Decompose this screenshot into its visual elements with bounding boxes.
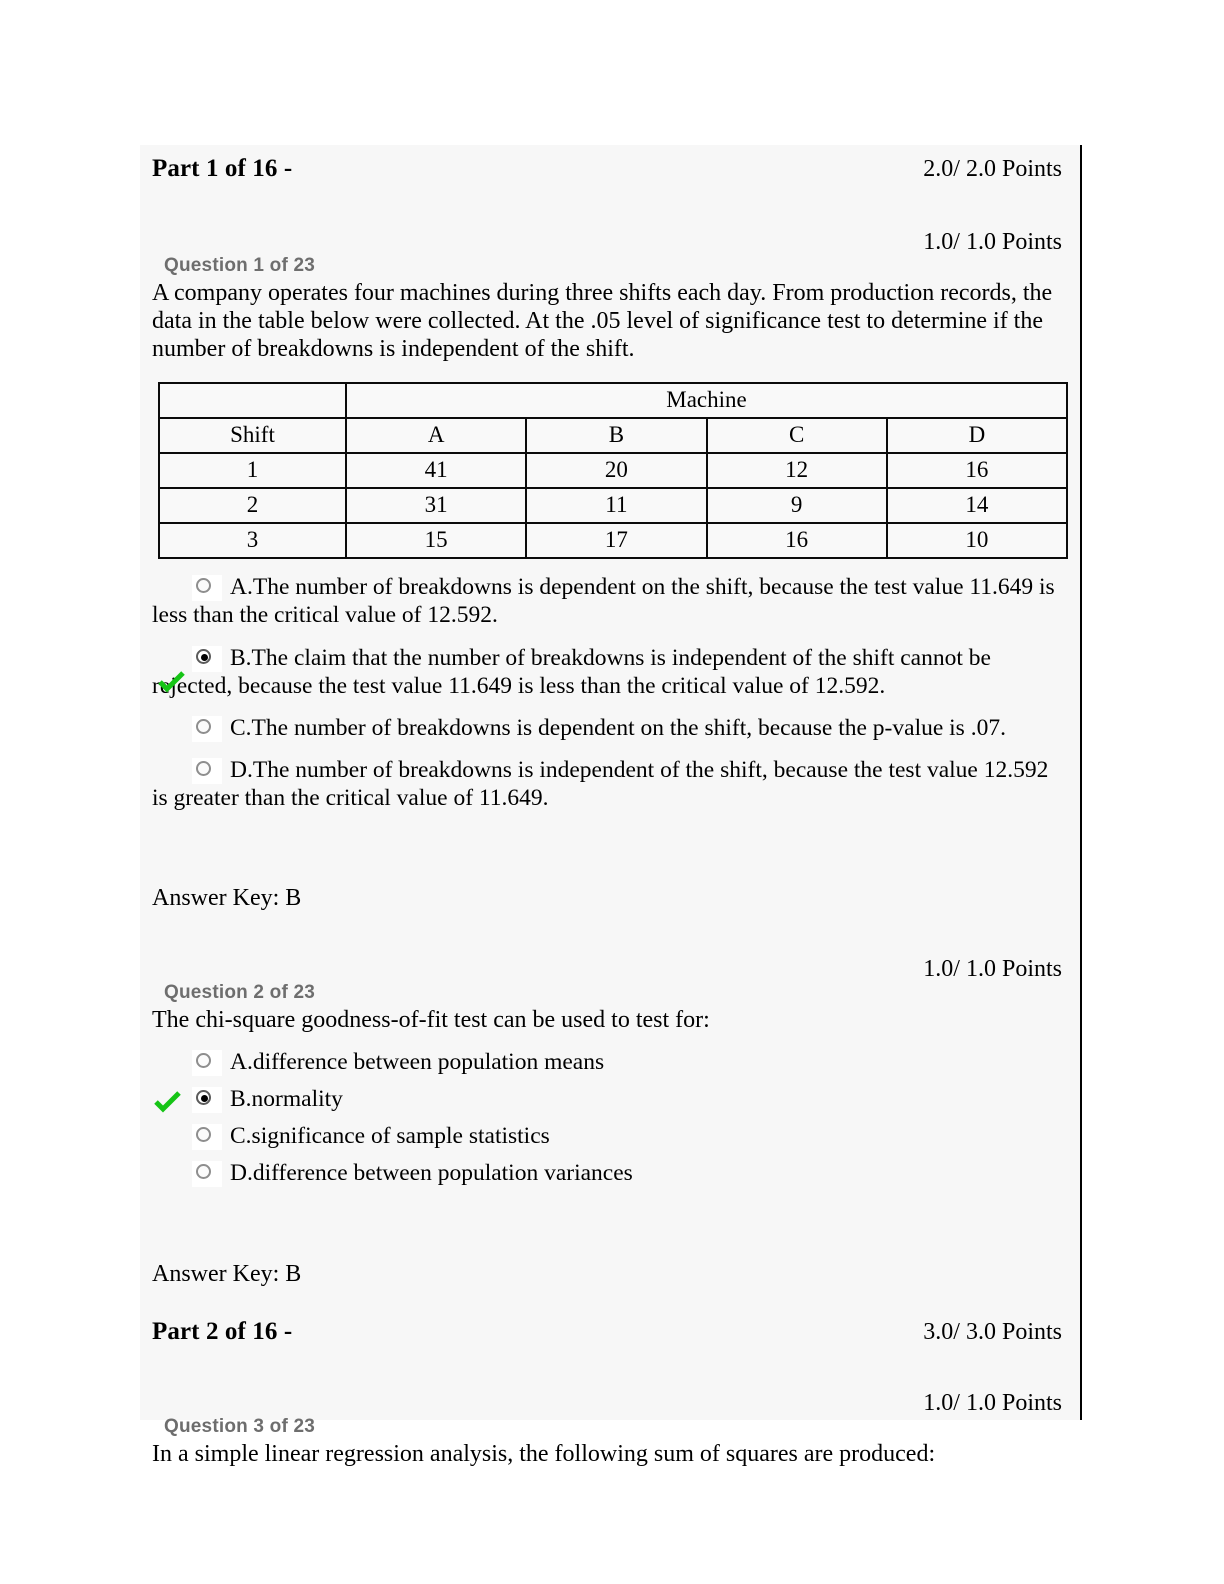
table-corner-cell xyxy=(159,383,346,418)
option-row-d[interactable] xyxy=(152,756,1062,812)
question-3-points: 1.0/ 1.0 Points xyxy=(923,1390,1062,1417)
question-2-options xyxy=(152,1048,1062,1188)
option-row-c[interactable] xyxy=(152,1122,1062,1150)
table-cell-d: 10 xyxy=(887,523,1067,558)
table-cell-d: 14 xyxy=(887,488,1067,523)
table-cell-a: 15 xyxy=(346,523,526,558)
part-points: 3.0/ 3.0 Points xyxy=(923,1319,1062,1346)
question-1-header xyxy=(152,231,1062,277)
radio-option-b[interactable] xyxy=(192,1087,222,1113)
question-2-text: The chi-square goodness-of-fit test can be used to test for: xyxy=(152,1006,710,1033)
table-cell-shift: 3 xyxy=(159,523,346,558)
table-row-column-headers xyxy=(159,418,1067,453)
part-title: Part 1 of 16 - xyxy=(152,155,293,182)
option-row-b[interactable] xyxy=(152,1085,1062,1113)
option-row-d[interactable] xyxy=(152,1159,1062,1187)
question-3-header xyxy=(152,1392,1062,1438)
table-cell-b: 11 xyxy=(526,488,706,523)
radio-option-a[interactable] xyxy=(192,575,222,601)
option-b-label: B.normality xyxy=(230,1085,343,1112)
table-cell-c: 16 xyxy=(707,523,887,558)
table-group-header-machine: Machine xyxy=(346,383,1067,418)
table-header-d: D xyxy=(887,418,1067,453)
radio-option-b[interactable] xyxy=(192,646,222,672)
radio-option-c[interactable] xyxy=(192,1124,222,1150)
option-c-label: C.significance of sample statistics xyxy=(230,1123,550,1149)
correct-check-icon xyxy=(154,1090,182,1114)
table-header-c: C xyxy=(707,418,887,453)
part-banner-1 xyxy=(152,155,1062,183)
question-1-points: 1.0/ 1.0 Points xyxy=(923,229,1062,255)
option-c-label: C.The number of breakdowns is dependent on the shift, because the p-value is .07. xyxy=(230,714,1006,741)
option-d-label: D.The number of breakdowns is independent of the shift, because the test value 12.592 is greater than the critical value of 11.649. xyxy=(152,757,1049,812)
table-cell-b: 17 xyxy=(526,523,706,558)
option-b-label: B.The claim that the number of breakdowns is independent of the shift cannot be rejected, because the test value 11.649 is less than the critical value of 12.592. xyxy=(152,644,991,699)
part-points: 2.0/ 2.0 Points xyxy=(923,156,1062,182)
table-cell-d: 16 xyxy=(887,453,1067,488)
option-row-a[interactable] xyxy=(152,573,1062,629)
question-3-label: Question 3 of 23 xyxy=(164,1416,316,1438)
table-row xyxy=(159,523,1067,558)
question-1-text: A company operates four machines during three shifts each day. From production records, the data in the table below were collected. At the .05 level of significance test to determine if the number of breakdowns is independent of the shift. xyxy=(152,280,1053,363)
table-cell-a: 41 xyxy=(346,453,526,488)
radio-option-c[interactable] xyxy=(192,716,222,742)
table-row-group-header xyxy=(159,383,1067,418)
option-row-a[interactable] xyxy=(152,1048,1062,1076)
question-2-header xyxy=(152,955,1062,1004)
radio-option-d[interactable] xyxy=(192,1161,222,1187)
option-a-label: A.difference between population means xyxy=(230,1048,605,1075)
part-title: Part 2 of 16 - xyxy=(152,1318,293,1346)
option-a-label: A.The number of breakdowns is dependent on the shift, because the test value 11.649 is less than the critical value of 12.592. xyxy=(152,574,1055,629)
question-2-points: 1.0/ 1.0 Points xyxy=(923,955,1062,982)
question-3-text: In a simple linear regression analysis, the following sum of squares are produced: xyxy=(152,1441,936,1468)
question-1-label: Question 1 of 23 xyxy=(164,255,316,276)
option-row-b[interactable] xyxy=(152,644,1062,700)
table-header-a: A xyxy=(346,418,526,453)
question-2-answer-key: Answer Key: B xyxy=(152,1261,302,1288)
table-cell-shift: 1 xyxy=(159,453,346,488)
table-cell-b: 20 xyxy=(526,453,706,488)
table-header-b: B xyxy=(526,418,706,453)
table-cell-a: 31 xyxy=(346,488,526,523)
table-row xyxy=(159,453,1067,488)
table-cell-shift: 2 xyxy=(159,488,346,523)
table-header-shift: Shift xyxy=(159,418,346,453)
quiz-content-panel xyxy=(140,145,1082,1468)
table-cell-c: 12 xyxy=(707,453,887,488)
question-1-answer-key: Answer Key: B xyxy=(152,884,302,911)
breakdowns-table xyxy=(158,382,1068,559)
table-cell-c: 9 xyxy=(707,488,887,523)
radio-option-a[interactable] xyxy=(192,1050,222,1076)
option-row-c[interactable] xyxy=(152,714,1062,742)
option-d-label: D.difference between population variances xyxy=(230,1160,633,1187)
table-row xyxy=(159,488,1067,523)
part-banner-2 xyxy=(152,1318,1062,1346)
question-1-options xyxy=(152,573,1062,812)
radio-option-d[interactable] xyxy=(192,758,222,784)
correct-check-icon xyxy=(158,670,186,694)
question-2-label: Question 2 of 23 xyxy=(164,981,316,1003)
